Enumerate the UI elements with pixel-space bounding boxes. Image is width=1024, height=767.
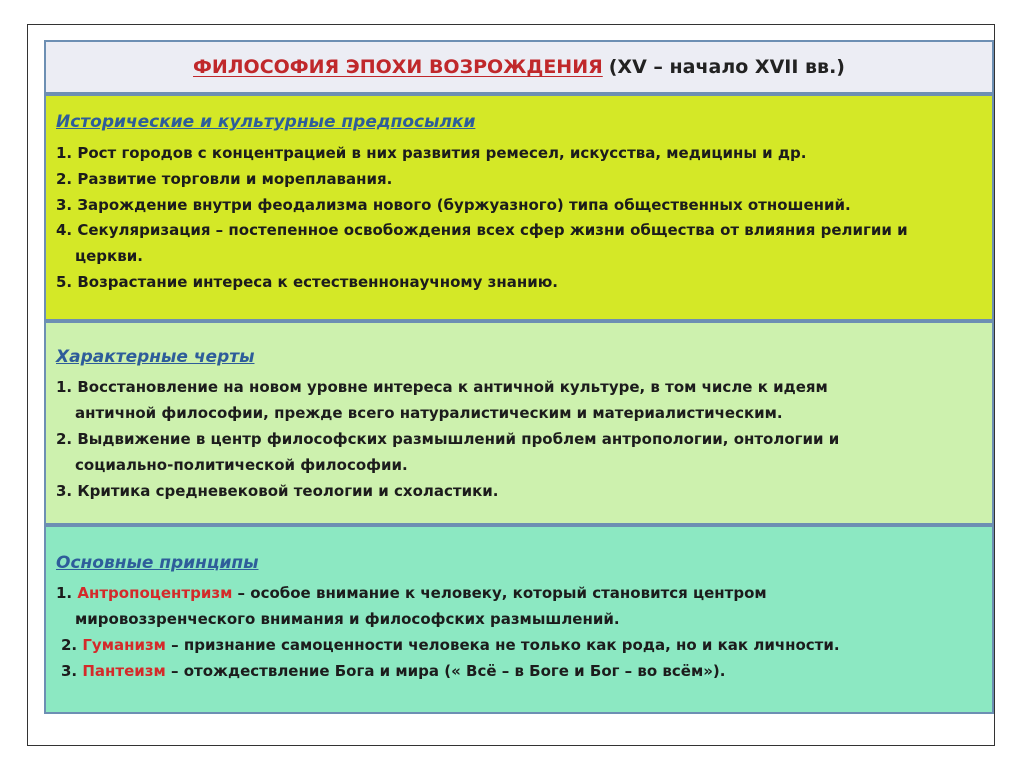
list-item: 3. Критика средневековой теологии и схоластики. bbox=[56, 482, 499, 500]
title-main: ФИЛОСОФИЯ ЭПОХИ ВОЗРОЖДЕНИЯ bbox=[193, 56, 603, 78]
item-number: 1. bbox=[56, 584, 73, 602]
item-number: 3. bbox=[61, 662, 78, 680]
list-item-continuation: социально-политической философии. bbox=[75, 456, 408, 474]
section-prerequisites bbox=[44, 94, 994, 321]
section-principles bbox=[44, 525, 994, 714]
principle-pantheism bbox=[61, 661, 725, 681]
principle-text: – особое внимание к человеку, который становится центром bbox=[232, 584, 767, 602]
list-item: 4. Секуляризация – постепенное освобождения всех сфер жизни общества от влияния религии и bbox=[56, 221, 908, 239]
list-item-continuation: античной философии, прежде всего натуралистическим и материалистическим. bbox=[75, 404, 783, 422]
list-item: 1. Рост городов с концентрацией в них развития ремесел, искусства, медицины и др. bbox=[56, 144, 807, 162]
title-box bbox=[44, 40, 994, 94]
item-number: 2. bbox=[61, 636, 78, 654]
principle-humanism bbox=[61, 635, 840, 655]
list-item: 5. Возрастание интереса к естественнонаучному знанию. bbox=[56, 273, 559, 291]
list-item: 2. Развитие торговли и мореплавания. bbox=[56, 170, 393, 188]
section-heading: Исторические и культурные предпосылки bbox=[56, 112, 476, 132]
list-item: 3. Зарождение внутри феодализма нового (буржуазного) типа общественных отношений. bbox=[56, 196, 851, 214]
section-heading: Характерные черты bbox=[56, 347, 255, 367]
list-item-continuation: церкви. bbox=[75, 247, 143, 265]
principle-term: Антропоцентризм bbox=[77, 584, 233, 602]
title-period: (XV – начало XVII вв.) bbox=[608, 56, 845, 78]
principle-term: Гуманизм bbox=[82, 636, 166, 654]
principle-text: – признание самоценности человека не только как рода, но и как личности. bbox=[165, 636, 840, 654]
section-features bbox=[44, 321, 994, 525]
principle-text: – отождествление Бога и мира (« Всё – в Боге и Бог – во всём»). bbox=[165, 662, 726, 680]
principle-term: Пантеизм bbox=[82, 662, 166, 680]
list-item-continuation: мировоззренческого внимания и философских размышлений. bbox=[75, 610, 620, 628]
section-heading: Основные принципы bbox=[56, 553, 259, 573]
principle-anthropocentrism bbox=[56, 583, 767, 603]
page-title bbox=[46, 42, 992, 92]
list-item: 1. Восстановление на новом уровне интереса к античной культуре, в том числе к идеям bbox=[56, 378, 828, 396]
list-item: 2. Выдвижение в центр философских размышлений проблем антропологии, онтологии и bbox=[56, 430, 840, 448]
